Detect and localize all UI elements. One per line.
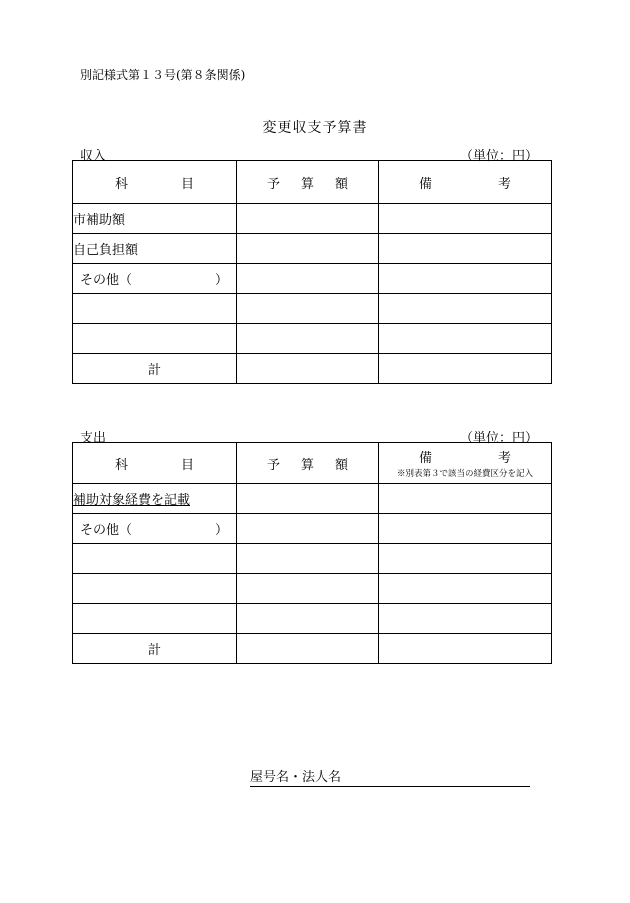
- budget-cell[interactable]: [237, 204, 379, 234]
- expense-header-row: [73, 443, 552, 484]
- budget-cell[interactable]: [237, 514, 379, 544]
- item-cell[interactable]: 市補助額: [73, 204, 237, 234]
- income-table: [72, 160, 552, 384]
- item-cell[interactable]: [73, 324, 237, 354]
- table-row: [73, 604, 552, 634]
- header-item: 科 目: [73, 161, 237, 204]
- total-budget-cell[interactable]: [237, 634, 379, 664]
- total-label: 計: [73, 354, 237, 384]
- signature-label: 屋号名・法人名: [250, 770, 342, 785]
- item-cell[interactable]: 補助対象経費を記載: [73, 484, 237, 514]
- budget-cell[interactable]: [237, 294, 379, 324]
- expense-unit-label: （単位：円）: [459, 431, 538, 446]
- item-cell-other[interactable]: その他（ ）: [73, 264, 237, 294]
- document-title: 変更収支予算書: [262, 120, 368, 136]
- remarks-cell[interactable]: [379, 204, 552, 234]
- remarks-cell[interactable]: [379, 234, 552, 264]
- item-cell[interactable]: [73, 604, 237, 634]
- item-cell-other[interactable]: その他（ ）: [73, 514, 237, 544]
- budget-cell[interactable]: [237, 544, 379, 574]
- table-row: [73, 234, 552, 264]
- header-budget: 予 算 額: [237, 161, 379, 204]
- remarks-cell[interactable]: [379, 324, 552, 354]
- total-row: [73, 354, 552, 384]
- table-row: [73, 294, 552, 324]
- total-budget-cell[interactable]: [237, 354, 379, 384]
- expense-table: [72, 442, 552, 664]
- header-remarks: 備 考: [379, 161, 552, 204]
- table-row: [73, 204, 552, 234]
- budget-cell[interactable]: [237, 484, 379, 514]
- total-label: 計: [73, 634, 237, 664]
- income-label: 収入: [80, 149, 107, 164]
- table-row: [73, 574, 552, 604]
- budget-cell[interactable]: [237, 234, 379, 264]
- header-item: 科 目: [73, 443, 237, 484]
- budget-cell[interactable]: [237, 574, 379, 604]
- table-row: [73, 484, 552, 514]
- item-cell[interactable]: [73, 544, 237, 574]
- remarks-cell[interactable]: [379, 544, 552, 574]
- table-row: [73, 264, 552, 294]
- remarks-note: ※別表第３で該当の経費区分を記入: [396, 469, 533, 479]
- budget-cell[interactable]: [237, 264, 379, 294]
- income-header-row: [73, 161, 552, 204]
- header-remarks: 備 考 ※別表第３で該当の経費区分を記入: [379, 443, 552, 484]
- remarks-cell[interactable]: [379, 604, 552, 634]
- item-cell[interactable]: 自己負担額: [73, 234, 237, 264]
- header-budget: 予 算 額: [237, 443, 379, 484]
- remarks-cell[interactable]: [379, 484, 552, 514]
- remarks-cell[interactable]: [379, 574, 552, 604]
- total-remarks-cell[interactable]: [379, 634, 552, 664]
- table-row: [73, 544, 552, 574]
- table-row: [73, 514, 552, 544]
- item-cell[interactable]: [73, 574, 237, 604]
- total-remarks-cell[interactable]: [379, 354, 552, 384]
- remarks-cell[interactable]: [379, 514, 552, 544]
- remarks-cell[interactable]: [379, 294, 552, 324]
- total-row: [73, 634, 552, 664]
- signature-field[interactable]: [250, 766, 530, 787]
- budget-cell[interactable]: [237, 604, 379, 634]
- form-number: 別記様式第１３号(第８条関係): [80, 68, 246, 82]
- table-row: [73, 324, 552, 354]
- income-unit-label: （単位：円）: [459, 149, 538, 164]
- expense-label: 支出: [80, 431, 107, 446]
- remarks-cell[interactable]: [379, 264, 552, 294]
- budget-cell[interactable]: [237, 324, 379, 354]
- item-cell[interactable]: [73, 294, 237, 324]
